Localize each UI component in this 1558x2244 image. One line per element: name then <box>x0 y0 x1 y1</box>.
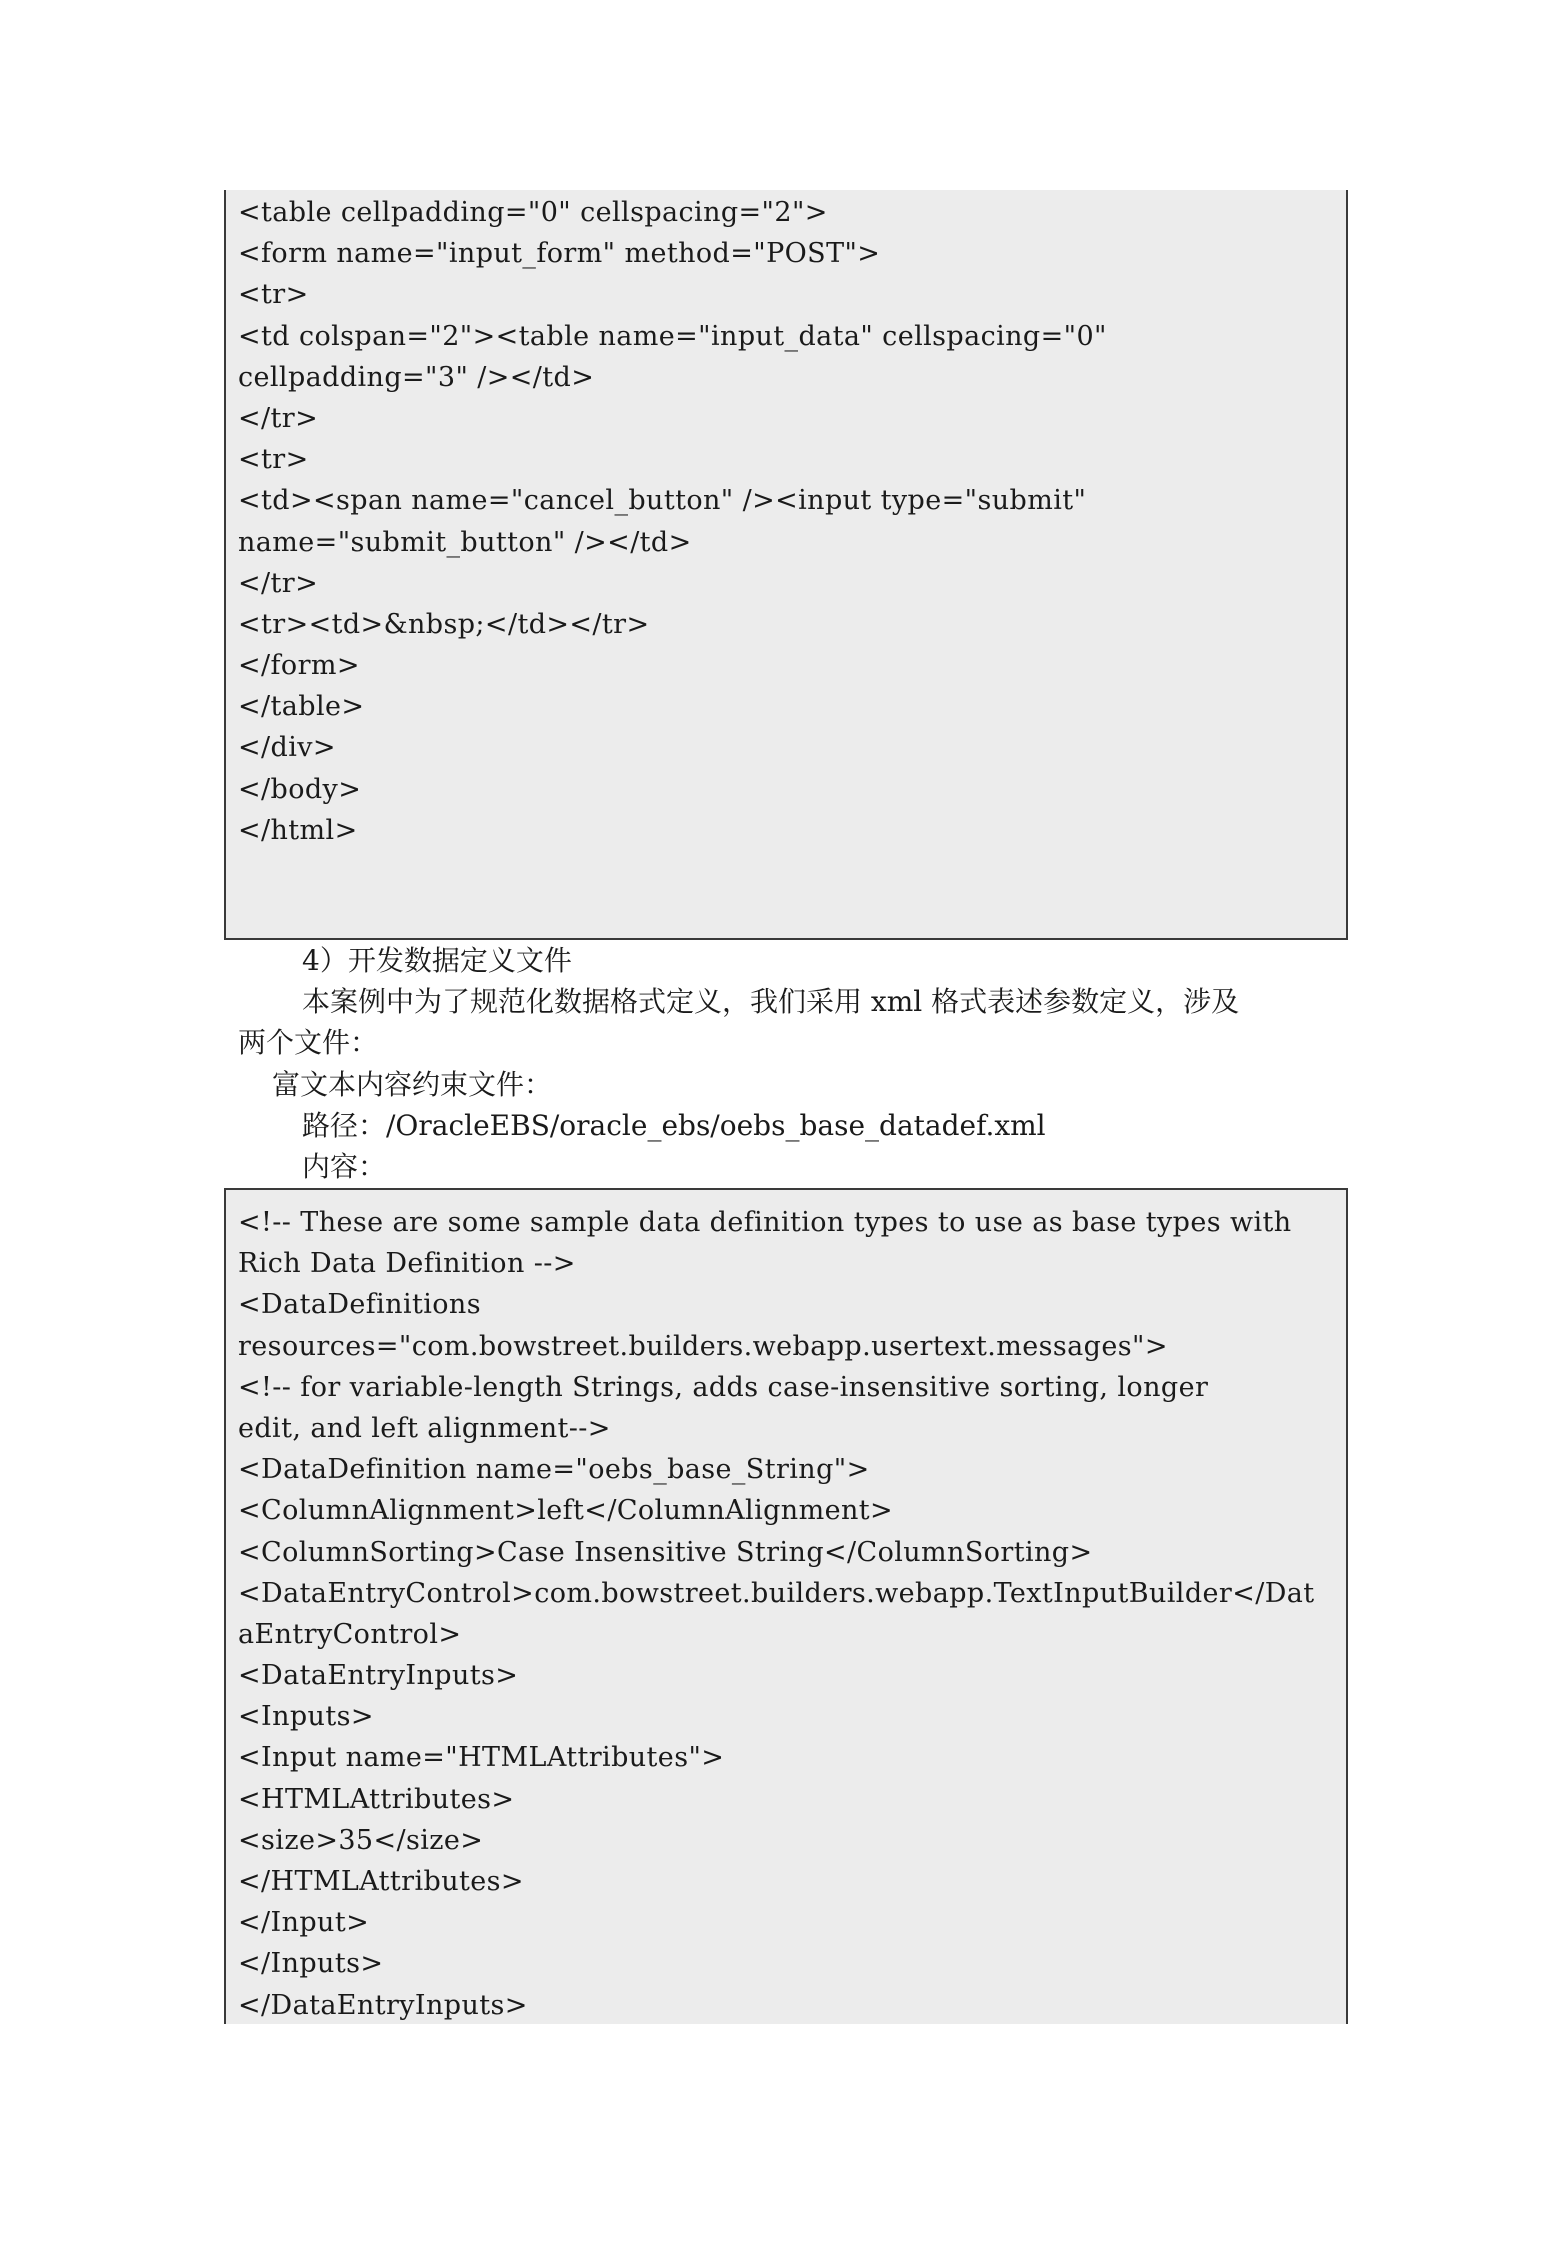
code-line: name="submit_button" /></td> <box>238 526 692 558</box>
code-line: <td colspan="2"><table name="input_data" cellspacing="0" <box>238 320 1107 352</box>
file-title: 富文本内容约束文件： <box>272 1067 553 1101</box>
code-line: <ColumnSorting>Case Insensitive String</ColumnSorting> <box>238 1536 1093 1568</box>
code-block-xml-datadef <box>224 1188 1348 2024</box>
code-line: <!-- These are some sample data definition types to use as base types with <box>238 1207 1292 1238</box>
code-block-html-form <box>224 190 1348 940</box>
code-line: <tr> <box>238 279 309 311</box>
intro-paragraph-line: 本案例中为了规范化数据格式定义，我们采用 xml 格式表述参数定义，涉及 <box>302 985 1240 1019</box>
code-line: <td><span name="cancel_button" /><input type="submit" <box>238 485 1087 517</box>
code-line: edit, and left alignment--> <box>238 1412 611 1444</box>
code-line: </HTMLAttributes> <box>238 1866 524 1897</box>
code-line: <size>35</size> <box>238 1824 484 1856</box>
content-label: 内容： <box>302 1149 387 1183</box>
code-line: <DataDefinitions <box>238 1289 481 1321</box>
code-line: <DataEntryInputs> <box>238 1660 519 1692</box>
code-line: </Input> <box>238 1907 370 1939</box>
code-line: <tr><td>&nbsp;</td></tr> <box>238 608 650 640</box>
code-line: <form name="input_form" method="POST"> <box>238 238 881 270</box>
code-line: </DataEntryInputs> <box>238 1989 528 2021</box>
code-line: <DataEntryControl>com.bowstreet.builders.webapp.TextInputBuilder</Dat <box>238 1577 1315 1609</box>
prose-section <box>238 940 1338 1187</box>
code-line: aEntryControl> <box>238 1618 462 1650</box>
code-line: </Inputs> <box>238 1948 384 1980</box>
code-line: </div> <box>238 732 336 764</box>
code-line: <table cellpadding="0" cellspacing="2"> <box>238 197 828 228</box>
step-heading: 4）开发数据定义文件 <box>302 944 572 977</box>
code-line: </html> <box>238 814 358 846</box>
code-line: <Inputs> <box>238 1701 374 1733</box>
code-line: <DataDefinition name="oebs_base_String"> <box>238 1454 870 1486</box>
file-path: 路径：/OracleEBS/oracle_ebs/oebs_base_datadef.xml <box>302 1108 1046 1142</box>
code-line: <HTMLAttributes> <box>238 1783 515 1815</box>
code-line: Rich Data Definition --> <box>238 1248 576 1280</box>
code-line: <!-- for variable-length Strings, adds case-insensitive sorting, longer <box>238 1371 1209 1403</box>
intro-paragraph-line: 两个文件： <box>238 1026 379 1060</box>
code-line: </tr> <box>238 567 319 599</box>
code-line: </table> <box>238 691 365 723</box>
code-line: resources="com.bowstreet.builders.webapp.usertext.messages"> <box>238 1330 1168 1362</box>
code-line: <ColumnAlignment>left</ColumnAlignment> <box>238 1495 894 1527</box>
code-line: </form> <box>238 650 360 682</box>
code-line: <Input name="HTMLAttributes"> <box>238 1742 725 1774</box>
code-line: </body> <box>238 773 362 805</box>
code-line: cellpadding="3" /></td> <box>238 361 595 393</box>
code-line: </tr> <box>238 402 319 434</box>
code-line: <tr> <box>238 444 309 476</box>
